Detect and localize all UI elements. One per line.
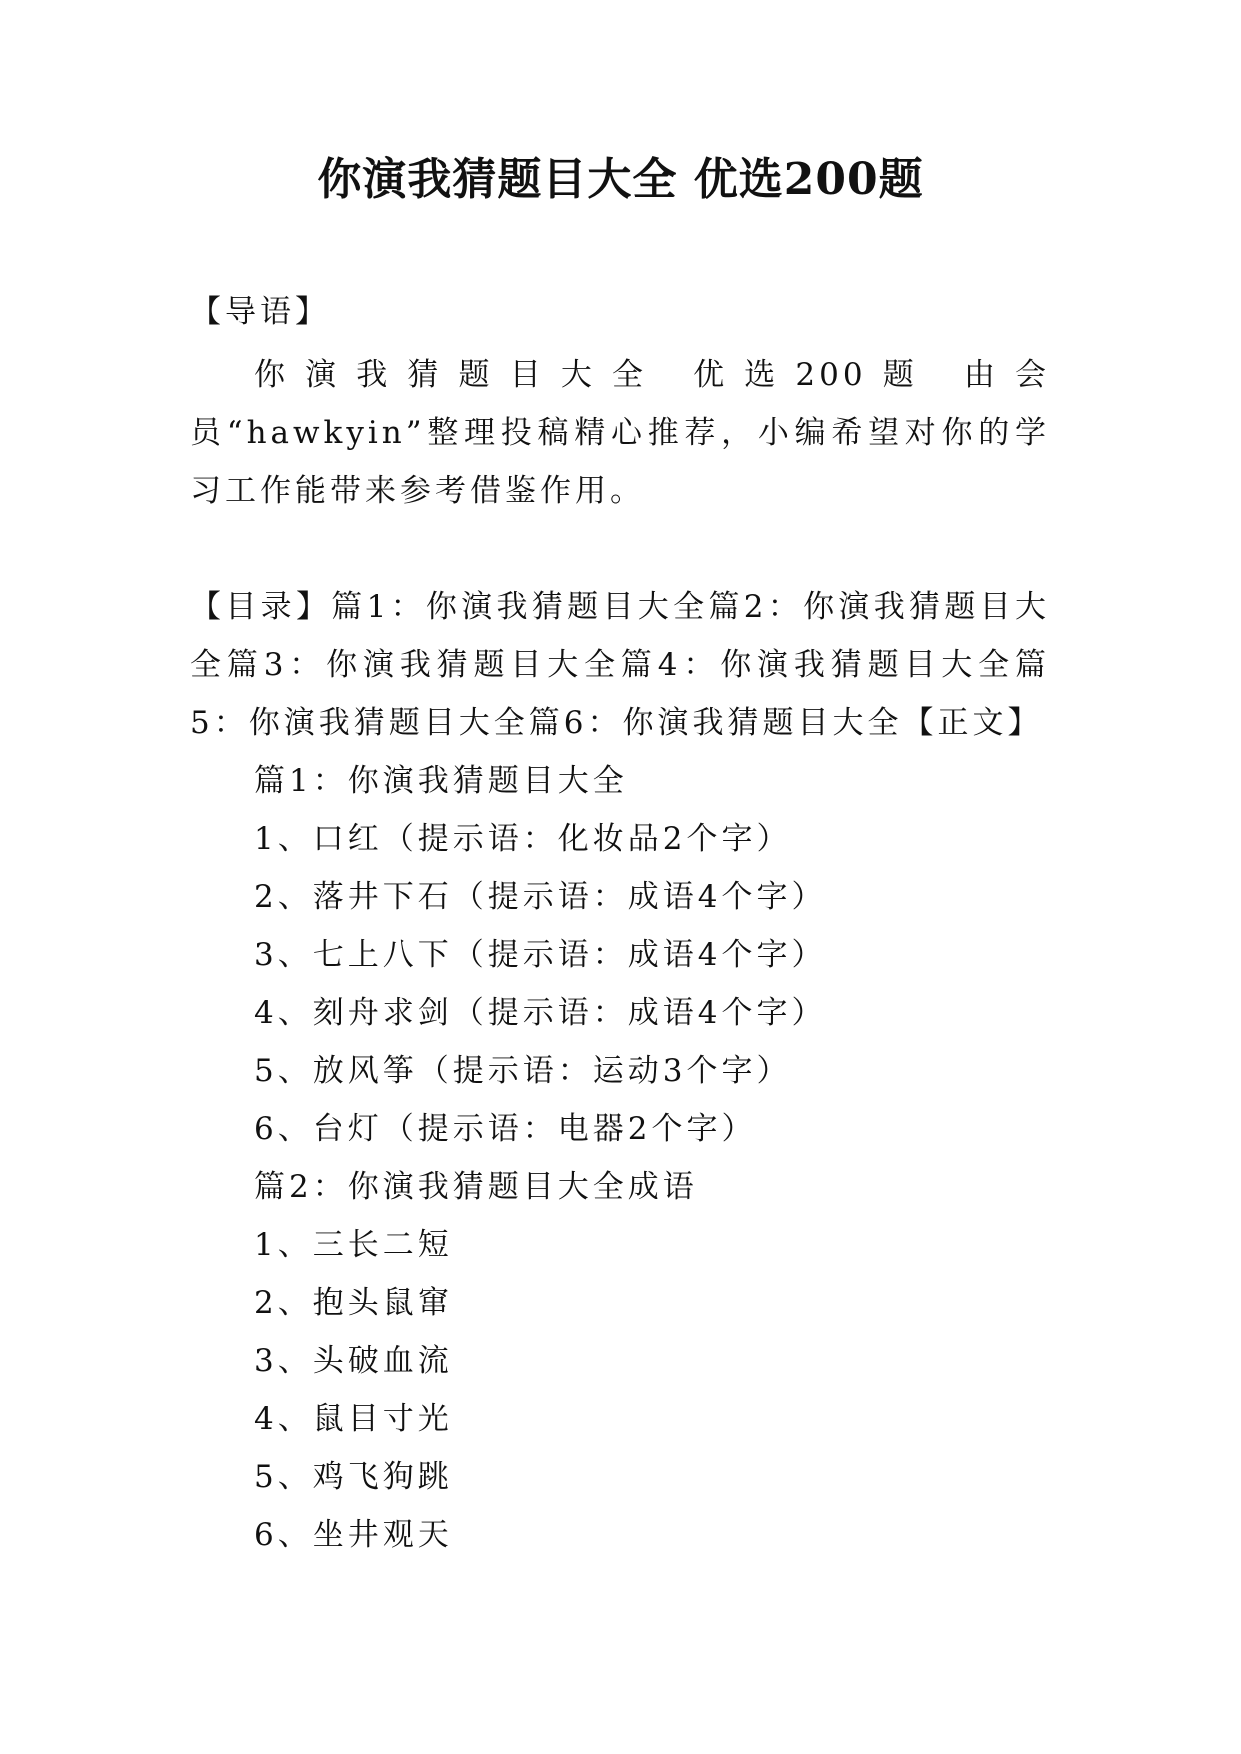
intro-label: 【导语】 — [190, 294, 330, 330]
intro-paragraph: 你演我猜题目大全 优选200题 由会员“hawkyin”整理投稿精心推荐，小编希望对你的学习工作能带来参考借鉴作用。 — [190, 357, 1050, 509]
list-item: 5、鸡飞狗跳 — [254, 1459, 453, 1495]
list-item: 3、头破血流 — [254, 1343, 453, 1379]
list-item: 1、口红（提示语：化妆品2个字） — [254, 821, 792, 857]
list-item: 4、鼠目寸光 — [254, 1401, 453, 1437]
section-heading: 篇1：你演我猜题目大全 — [254, 763, 628, 799]
list-item: 6、台灯（提示语：电器2个字） — [254, 1111, 757, 1147]
list-item: 4、刻舟求剑（提示语：成语4个字） — [254, 995, 827, 1031]
list-item: 3、七上八下（提示语：成语4个字） — [254, 937, 827, 973]
section-heading: 篇2：你演我猜题目大全成语 — [254, 1169, 698, 1205]
main-content — [254, 752, 1054, 1564]
list-item: 2、落井下石（提示语：成语4个字） — [254, 879, 827, 915]
table-of-contents: 【目录】篇1：你演我猜题目大全篇2：你演我猜题目大全篇3：你演我猜题目大全篇4：你演我猜题目大全篇5：你演我猜题目大全篇6：你演我猜题目大全【正文】 — [190, 589, 1050, 741]
list-item: 1、三长二短 — [254, 1227, 453, 1263]
list-item: 5、放风筝（提示语：运动3个字） — [254, 1053, 792, 1089]
document-title: 你演我猜题目大全 优选200题 — [317, 154, 924, 205]
list-item: 6、坐井观天 — [254, 1517, 453, 1553]
list-item: 2、抱头鼠窜 — [254, 1285, 453, 1321]
